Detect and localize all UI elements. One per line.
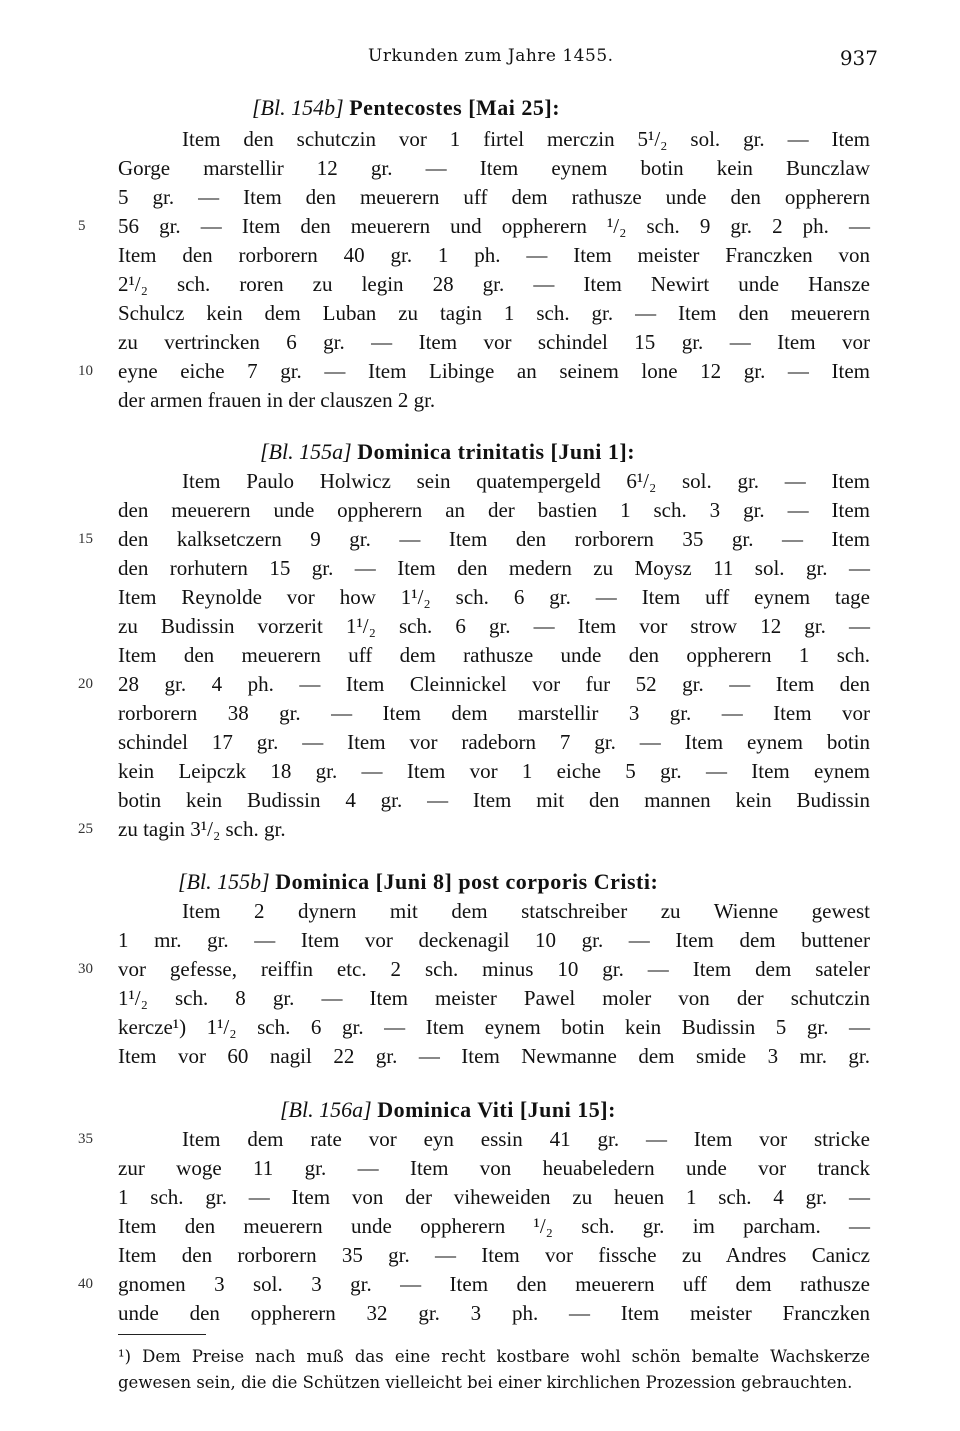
footnote-rule (118, 1334, 206, 1335)
text-line: den meuerern unde oppherern an der bastien 1 sch. 3 gr. — Item (118, 498, 870, 522)
text-line: zu Budissin vorzerit 1¹/₂ sch. 6 gr. — Item vor strow 12 gr. — (118, 614, 870, 638)
text-line: vor gefesse, reiffin etc. 2 sch. minus 10 gr. — Item dem sateler (118, 957, 870, 981)
margin-line-number: 15 (78, 531, 93, 547)
running-title: Urkunden zum Jahre 1455. (368, 46, 614, 66)
footnote-line: gewesen sein, die die Schützen vielleicht bei einer kirchlichen Prozession gebrauchten. (118, 1373, 853, 1392)
text-line: Item den meuerern unde oppherern ¹/₂ sch. gr. im parcham. — (118, 1214, 870, 1238)
text-line: den kalksetczern 9 gr. — Item den rorborern 35 gr. — Item (118, 527, 870, 551)
text-line: Item den rorborern 40 gr. 1 ph. — Item meister Franczken von (118, 243, 870, 267)
text-line: zur woge 11 gr. — Item von heuabeledern unde vor tranck (118, 1156, 870, 1180)
margin-line-number: 35 (78, 1131, 93, 1147)
text-line: Item Reynolde vor how 1¹/₂ sch. 6 gr. — Item uff eynem tage (118, 585, 870, 609)
margin-line-number: 25 (78, 821, 93, 837)
margin-line-number: 40 (78, 1276, 93, 1292)
folio-ref: [Bl. 154b] (252, 95, 344, 120)
page-header (118, 46, 878, 76)
text-line: 1¹/₂ sch. 8 gr. — Item meister Pawel moler von der schutczin (118, 986, 870, 1010)
text-line: 28 gr. 4 ph. — Item Cleinnickel vor fur 52 gr. — Item den (118, 672, 870, 696)
text-line: zu tagin 3¹/₂ sch. gr. (118, 817, 286, 841)
text-line: Item vor 60 nagil 22 gr. — Item Newmanne dem smide 3 mr. gr. (118, 1044, 870, 1068)
text-line: Gorge marstellir 12 gr. — Item eynem botin kein Bunczlaw (118, 156, 870, 180)
text-line: der armen frauen in der clauszen 2 gr. (118, 388, 436, 412)
page-number: 937 (839, 46, 878, 70)
footnote-line: ¹) Dem Preise nach muß das eine recht kostbare wohl schön bemalte Wachskerze (118, 1347, 870, 1366)
section-title: Pentecostes [Mai 25]: (349, 95, 561, 120)
section-title: Dominica [Juni 8] post corporis Cristi: (275, 869, 659, 894)
text-line: schindel 17 gr. — Item vor radeborn 7 gr. — Item eynem botin (118, 730, 870, 754)
text-line: botin kein Budissin 4 gr. — Item mit den mannen kein Budissin (118, 788, 870, 812)
section-title: Dominica Viti [Juni 15]: (377, 1097, 616, 1122)
text-line: 2¹/₂ sch. roren zu legin 28 gr. — Item Newirt unde Hansze (118, 272, 870, 296)
text-line: den rorhutern 15 gr. — Item den medern zu Moysz 11 sol. gr. — (118, 556, 870, 580)
section-title: Dominica trinitatis [Juni 1]: (357, 439, 636, 464)
text-line: Item den meuerern uff dem rathusze unde den oppherern 1 sch. (118, 643, 870, 667)
text-line: 1 sch. gr. — Item von der viheweiden zu heuen 1 sch. 4 gr. — (118, 1185, 870, 1209)
text-line: 1 mr. gr. — Item vor deckenagil 10 gr. — Item dem buttener (118, 928, 870, 952)
section-heading-corporis-cristi (178, 866, 658, 898)
text-line: kercze¹) 1¹/₂ sch. 6 gr. — Item eynem botin kein Budissin 5 gr. — (118, 1015, 870, 1039)
margin-line-number: 20 (78, 676, 93, 692)
folio-ref: [Bl. 156a] (280, 1097, 372, 1122)
text-line: Item Paulo Holwicz sein quatempergeld 6¹/₂ sol. gr. — Item (182, 469, 870, 493)
text-line: eyne eiche 7 gr. — Item Libinge an seinem lone 12 gr. — Item (118, 359, 870, 383)
text-line: Item den rorborern 35 gr. — Item vor fissche zu Andres Canicz (118, 1243, 870, 1267)
text-line: 5 gr. — Item den meuerern uff dem rathusze unde den oppherern (118, 185, 870, 209)
margin-line-number: 30 (78, 961, 93, 977)
section-heading-viti (280, 1094, 616, 1126)
text-line: 56 gr. — Item den meuerern und oppherern ¹/₂ sch. 9 gr. 2 ph. — (118, 214, 870, 238)
text-line: gnomen 3 sol. 3 gr. — Item den meuerern uff dem rathusze (118, 1272, 870, 1296)
folio-ref: [Bl. 155a] (260, 439, 352, 464)
text-line: rorborern 38 gr. — Item dem marstellir 3 gr. — Item vor (118, 701, 870, 725)
text-line: zu vertrincken 6 gr. — Item vor schindel 15 gr. — Item vor (118, 330, 870, 354)
text-line: unde den oppherern 32 gr. 3 ph. — Item meister Franczken (118, 1301, 870, 1325)
text-line: Item den schutczin vor 1 firtel merczin 5¹/₂ sol. gr. — Item (182, 127, 870, 151)
section-heading-pentecostes (252, 92, 560, 124)
text-line: kein Leipczk 18 gr. — Item vor 1 eiche 5 gr. — Item eynem (118, 759, 870, 783)
margin-line-number: 10 (78, 363, 93, 379)
folio-ref: [Bl. 155b] (178, 869, 270, 894)
text-line: Schulcz kein dem Luban zu tagin 1 sch. gr. — Item den meuerern (118, 301, 870, 325)
text-line: Item 2 dynern mit dem statschreiber zu Wienne gewest (182, 899, 870, 923)
text-line: Item dem rate vor eyn essin 41 gr. — Item vor stricke (182, 1127, 870, 1151)
margin-line-number: 5 (78, 218, 86, 234)
section-heading-trinitatis (260, 436, 635, 468)
